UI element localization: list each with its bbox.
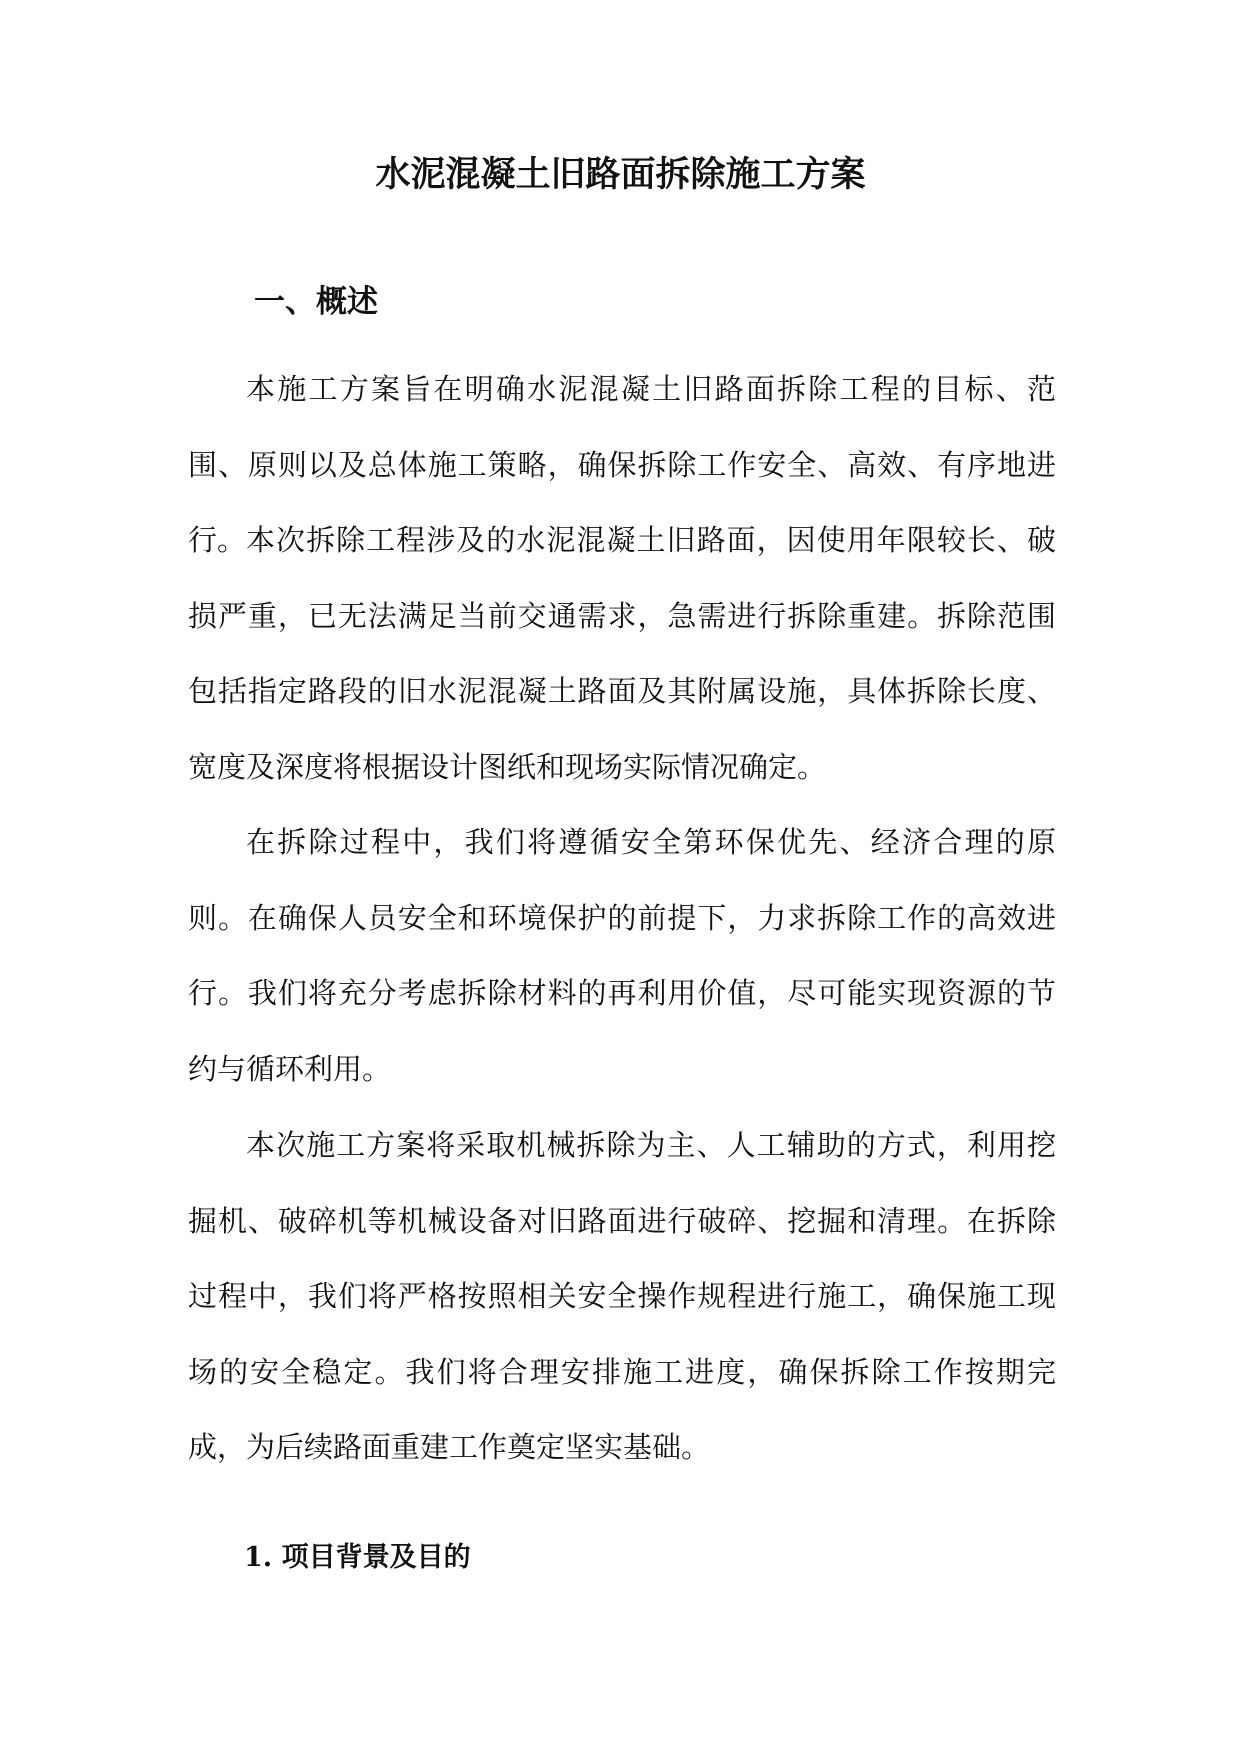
- section-heading-overview: 一、概述: [254, 284, 378, 320]
- paragraph-principles: 在拆除过程中，我们将遵循安全第环保优先、经济合理的原则。在确保人员安全和环境保护的前提下，力求拆除工作的高效进行。我们将充分考虑拆除材料的再利用价值，尽可能实现资源的节约与循环利用。: [188, 825, 1056, 1086]
- paragraph-method: 本次施工方案将采取机械拆除为主、人工辅助的方式，利用挖掘机、破碎机等机械设备对旧路面进行破碎、挖掘和清理。在拆除过程中，我们将严格按照相关安全操作规程进行施工，确保施工现场的安全稳定。我们将合理安排施工进度，确保拆除工作按期完成，为后续路面重建工作奠定坚实基础。: [188, 1128, 1056, 1464]
- paragraph-purpose: 本施工方案旨在明确水泥混凝土旧路面拆除工程的目标、范围、原则以及总体施工策略，确保拆除工作安全、高效、有序地进行。: [188, 372, 1056, 557]
- document-title: 水泥混凝土旧路面拆除施工方案: [375, 154, 866, 195]
- paragraph-scope: 本次拆除工程涉及的水泥混凝土旧路面，因使用年限较长、破损严重，已无法满足当前交通需求，急需进行拆除重建。拆除范围包括指定路段的旧水泥混凝土路面及其附属设施，具体拆除长度、宽度及深度将根据设计图纸和现场实际情况确定。: [188, 523, 1056, 784]
- subsection-heading-background: 1. 项目背景及目的: [244, 1542, 471, 1573]
